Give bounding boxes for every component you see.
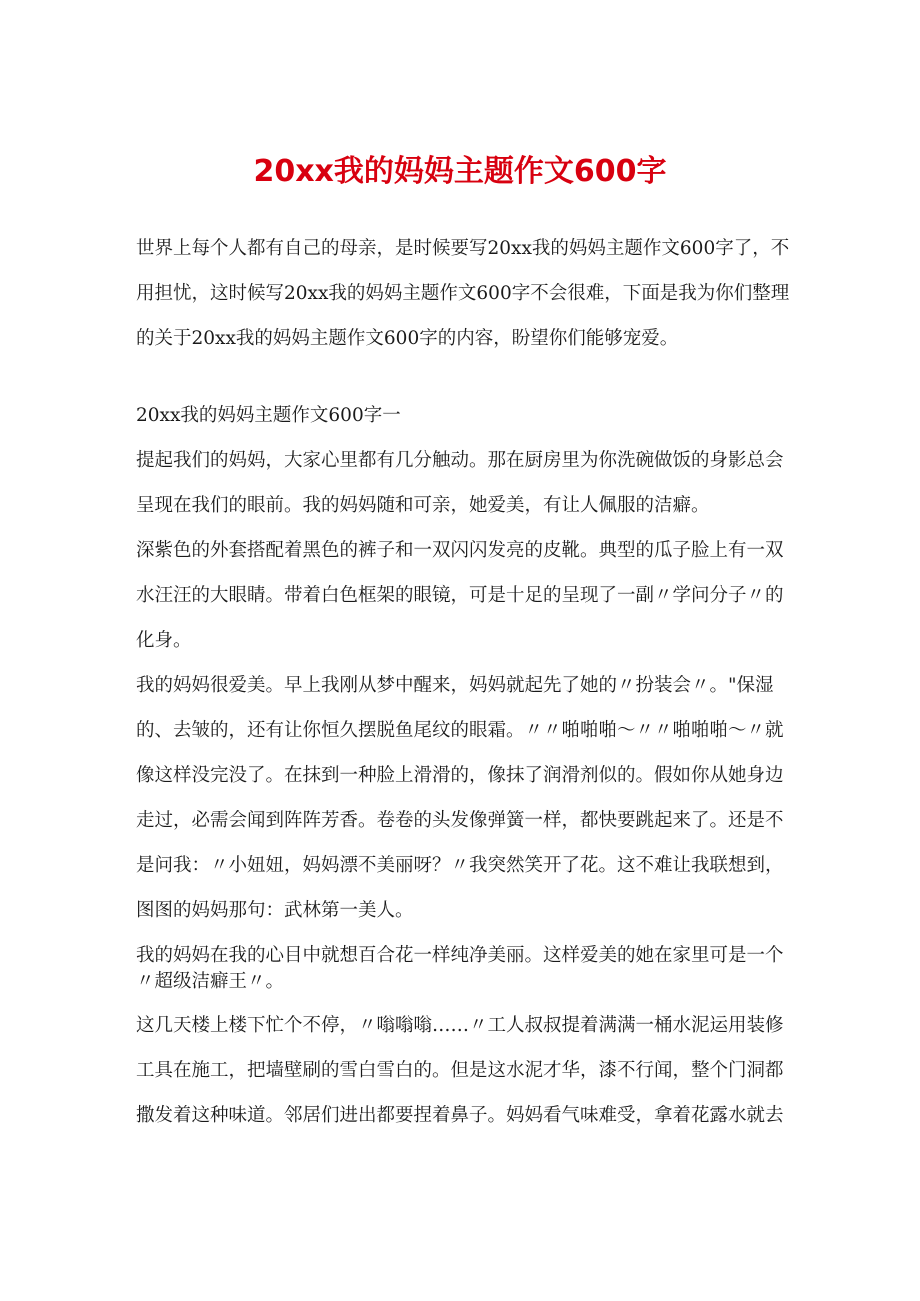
body-paragraph-3: 我的妈妈很爱美。早上我刚从梦中醒来，妈妈就起先了她的〃扮装会〃。"保湿的、去皱的，还有让你恒久摆脱鱼尾纹的眼霜。〃〃啪啪啪～〃〃啪啪啪～〃就像这样没完没了。在抹到一种脸上滑滑的，像抹了润滑剂似的。假如你从她身边走过，必需会闻到阵阵芳香。卷卷的头发像弹簧一样，都快要跳起来了。还是不是问我：〃小妞妞，妈妈漂不美丽呀？〃我突然笑开了花。这不难让我联想到，图图的妈妈那句：武林第一美人。 bbox=[136, 675, 784, 921]
body-paragraph-2: 深紫色的外套搭配着黑色的裤子和一双闪闪发亮的皮靴。典型的瓜子脸上有一双水汪汪的大眼睛。带着白色框架的眼镜，可是十足的呈现了一副〃学问分子〃的化身。 bbox=[136, 540, 784, 651]
document-body bbox=[136, 226, 796, 1138]
intro-paragraph: 世界上每个人都有自己的母亲，是时候要写20xx我的妈妈主题作文600字了，不用担忧，这时候写20xx我的妈妈主题作文600字不会很难，下面是我为你们整理的关于20xx我的妈妈主题作文600字的内容，盼望你们能够宠爱。 bbox=[136, 238, 790, 349]
section-heading: 20xx我的妈妈主题作文600字一 bbox=[136, 405, 401, 426]
document-title: 20xx我的妈妈主题作文600字 bbox=[253, 154, 667, 189]
body-paragraph-5: 这几天楼上楼下忙个不停，〃嗡嗡嗡……〃工人叔叔提着满满一桶水泥运用装修工具在施工，把墙壁刷的雪白雪白的。但是这水泥才华，漆不行闻，整个门洞都撒发着这种味道。邻居们进出都要捏着鼻子。妈妈看气味难受，拿着花露水就去 bbox=[136, 1015, 784, 1126]
body-paragraph-4: 我的妈妈在我的心目中就想百合花一样纯净美丽。这样爱美的她在家里可是一个〃超级洁癖王〃。 bbox=[136, 945, 784, 992]
body-paragraph-1: 提起我们的妈妈，大家心里都有几分触动。那在厨房里为你洗碗做饭的身影总会呈现在我们的眼前。我的妈妈随和可亲，她爱美，有让人佩服的洁癖。 bbox=[136, 450, 784, 516]
